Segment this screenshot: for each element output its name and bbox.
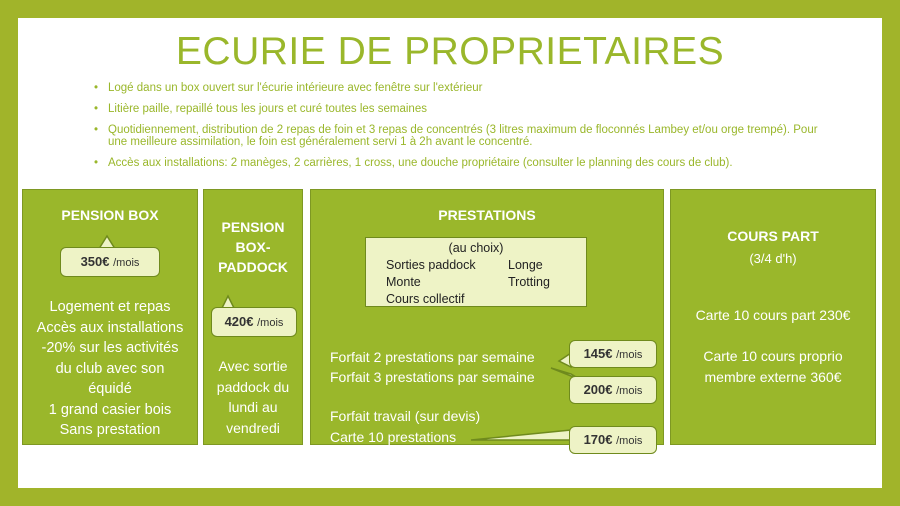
description-line: Sans prestation [59, 422, 161, 438]
bullet-item: • Litière paille, repaillé tous les jours et curé toutes les semaines [94, 103, 834, 115]
cours-line: Carte 10 cours proprio [703, 348, 843, 364]
panel-description [23, 297, 197, 441]
panel-title [204, 217, 302, 277]
price-unit: /mois [257, 317, 284, 329]
cours-line: membre externe 360€ [704, 369, 842, 385]
price-value: 170€ [583, 432, 613, 447]
panel-title: PRESTATIONS [438, 207, 536, 223]
price-unit: /mois [616, 385, 643, 397]
prestations-panel [310, 189, 664, 445]
choice-item: Trotting [508, 275, 550, 289]
price-value: 200€ [583, 382, 613, 397]
bullet-item: • Quotidiennement, distribution de 2 repas de foin et 3 repas de concentrés (3 litres maximum de floconnés Lambey et/ou orge trempé). Pour une meilleure assimilation, le foin est généralement servi 1 à 2h avant le concentré. [94, 124, 834, 148]
choice-item: Monte [386, 275, 421, 289]
description-line: -20% sur les activités [41, 340, 179, 356]
panel-title: PENSION BOX [61, 207, 159, 223]
cours-line: Carte 10 cours part 230€ [695, 307, 851, 323]
price-unit: /mois [616, 435, 643, 447]
title-line: BOX- [235, 239, 271, 255]
prestation-line: Forfait 3 prestations par semaine [330, 369, 535, 385]
bullet-list [94, 82, 834, 178]
description-line: du club avec son [55, 360, 165, 377]
description-line: Accès aux installations [36, 319, 184, 336]
panel-title: COURS PART [727, 228, 819, 244]
price-value: 145€ [583, 346, 613, 361]
callout-pointer [471, 430, 577, 442]
price-value: 420€ [224, 314, 254, 329]
page-title: ECURIE DE PROPRIETAIRES [175, 30, 725, 73]
bullet-item: • Logé dans un box ouvert sur l'écurie intérieure avec fenêtre sur l'extérieur [94, 82, 834, 94]
bullet-item: • Accès aux installations: 2 manèges, 2 carrières, 1 cross, une douche propriétaire (consulter le planning des cours de club). [94, 157, 834, 169]
price-value: 350€ [80, 254, 110, 269]
panel-subtitle: (3/4 d'h) [749, 251, 797, 266]
cours-part-panel [670, 189, 876, 445]
choice-item: Longe [508, 258, 543, 272]
choice-item: Sorties paddock [386, 258, 476, 272]
description-line: 1 grand casier bois [48, 401, 172, 418]
description-line: vendredi [226, 419, 280, 436]
title-line: PADDOCK [218, 259, 288, 275]
prestation-line: Carte 10 prestations [330, 429, 457, 445]
description-line: équidé [88, 381, 132, 397]
price-badge [569, 426, 657, 454]
price-badge [569, 376, 657, 404]
price-unit: /mois [113, 257, 140, 269]
pension-paddock-panel [203, 189, 303, 445]
title-line: PENSION [221, 219, 285, 235]
description-line: Logement et repas [49, 299, 171, 315]
price-unit: /mois [616, 349, 643, 361]
prestation-line: Forfait travail (sur devis) [330, 408, 481, 424]
prestation-line: Forfait 2 prestations par semaine [330, 349, 535, 365]
description-line: lundi au [228, 399, 278, 415]
panel-description [204, 356, 302, 438]
choices-header: (au choix) [448, 241, 504, 255]
price-badge [569, 340, 657, 368]
price-badge [60, 247, 160, 277]
price-badge [211, 307, 297, 337]
choice-item: Cours collectif [386, 292, 465, 306]
description-line: paddock du [216, 378, 290, 395]
pension-box-panel [22, 189, 198, 445]
choices-box [365, 237, 587, 307]
description-line: Avec sortie [218, 358, 288, 374]
